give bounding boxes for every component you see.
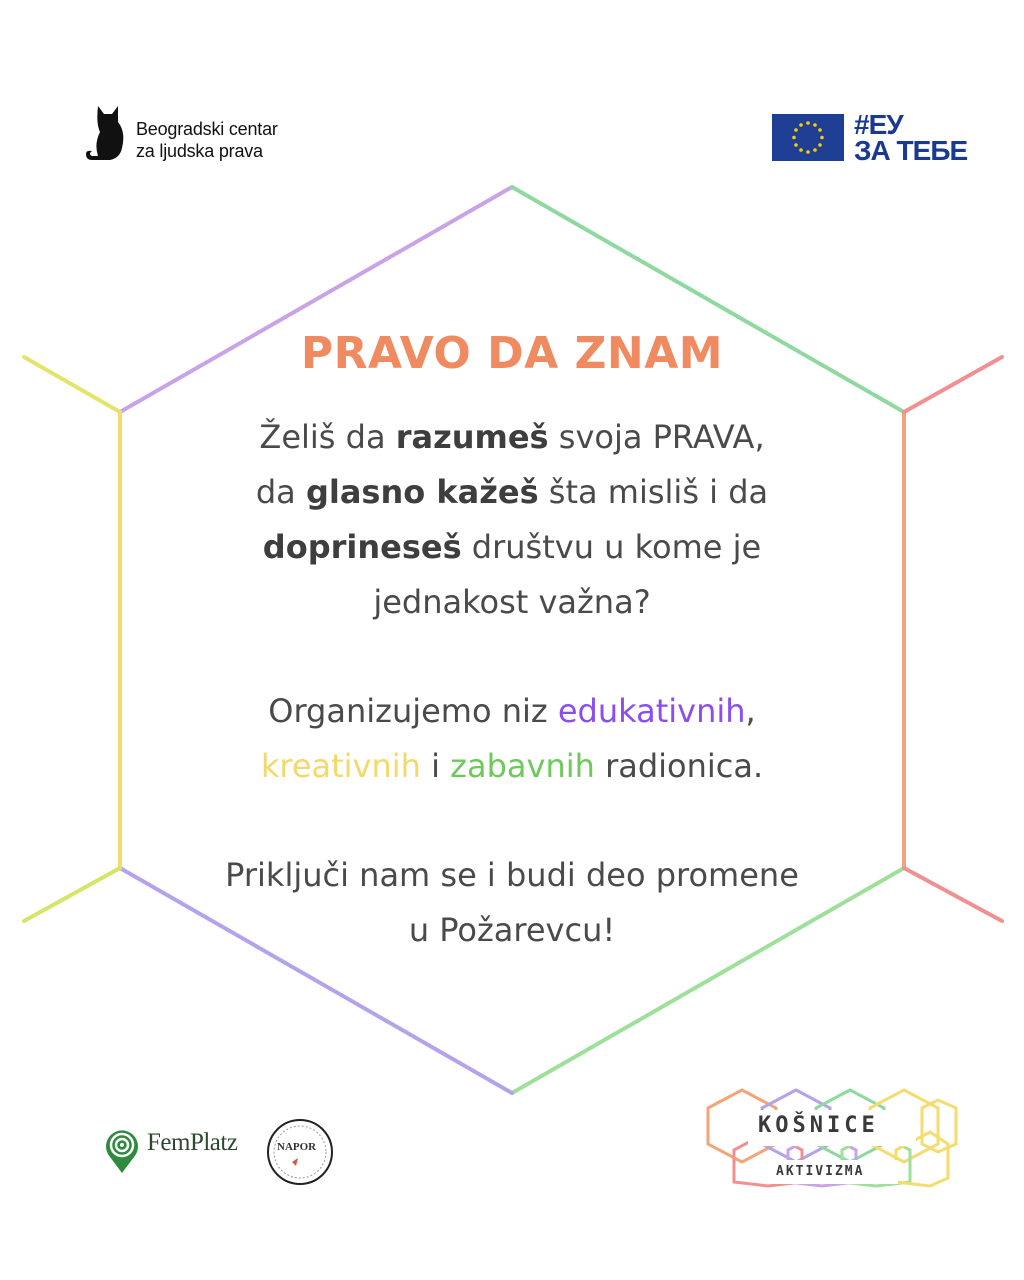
highlight-educational: edukativnih (557, 692, 746, 730)
page-title: PRAVO DA ZNAM (300, 328, 724, 379)
text-segment: svoja PRAVA, (548, 418, 765, 456)
intro-paragraph (140, 410, 884, 630)
org-name-line2: za ljudska prava (136, 141, 263, 161)
intro-line3 (140, 520, 884, 575)
femplatz-logo-text: FemPlatz (147, 1129, 238, 1156)
text-segment: Želiš da (259, 418, 396, 456)
org-name-line1: Beogradski centar (136, 119, 278, 139)
call-to-action-paragraph (140, 848, 884, 958)
workshops-paragraph (140, 684, 884, 794)
bold-segment: doprineseš (262, 528, 462, 566)
napor-logo-text: NAPOR (277, 1141, 317, 1153)
side-line-right-bottom (904, 868, 1002, 921)
highlight-creative: kreativnih (260, 747, 421, 785)
workshops-line2 (140, 739, 884, 794)
text-segment: radionica. (594, 747, 764, 785)
text-segment: , (745, 692, 756, 730)
eu-hashtag-line2: ЗА ТЕБЕ (854, 135, 968, 166)
side-line-right-top (904, 357, 1002, 412)
side-line-left-bottom (24, 868, 120, 921)
highlight-fun: zabavnih (450, 747, 595, 785)
eu-hashtag (854, 109, 968, 166)
cta-line2: u Požarevcu! (408, 911, 616, 949)
bold-segment: glasno kažeš (305, 473, 539, 511)
eu-hashtag-line1: #ЕУ (854, 109, 903, 140)
kosnice-logo-subtitle: AKTIVIZMA (776, 1164, 865, 1179)
intro-line4: jednakost važna? (373, 583, 651, 621)
intro-line1 (140, 410, 884, 465)
workshops-line1 (140, 684, 884, 739)
text-segment: društvu u kome je (461, 528, 762, 566)
kosnice-logo-title: KOŠNICE (758, 1113, 879, 1138)
side-line-left-top (24, 357, 120, 412)
text-segment: i (420, 747, 451, 785)
eu-flag-icon (772, 114, 844, 161)
cat-icon (84, 104, 130, 164)
text-segment: da (255, 473, 306, 511)
text-segment: šta misliš i da (538, 473, 769, 511)
bold-segment: razumeš (395, 418, 549, 456)
bcchr-logo-text (136, 118, 278, 162)
cta-line1: Priključi nam se i budi deo promene (225, 856, 799, 894)
intro-line2 (140, 465, 884, 520)
location-pin-icon (102, 1125, 142, 1175)
text-segment: Organizujemo niz (268, 692, 558, 730)
